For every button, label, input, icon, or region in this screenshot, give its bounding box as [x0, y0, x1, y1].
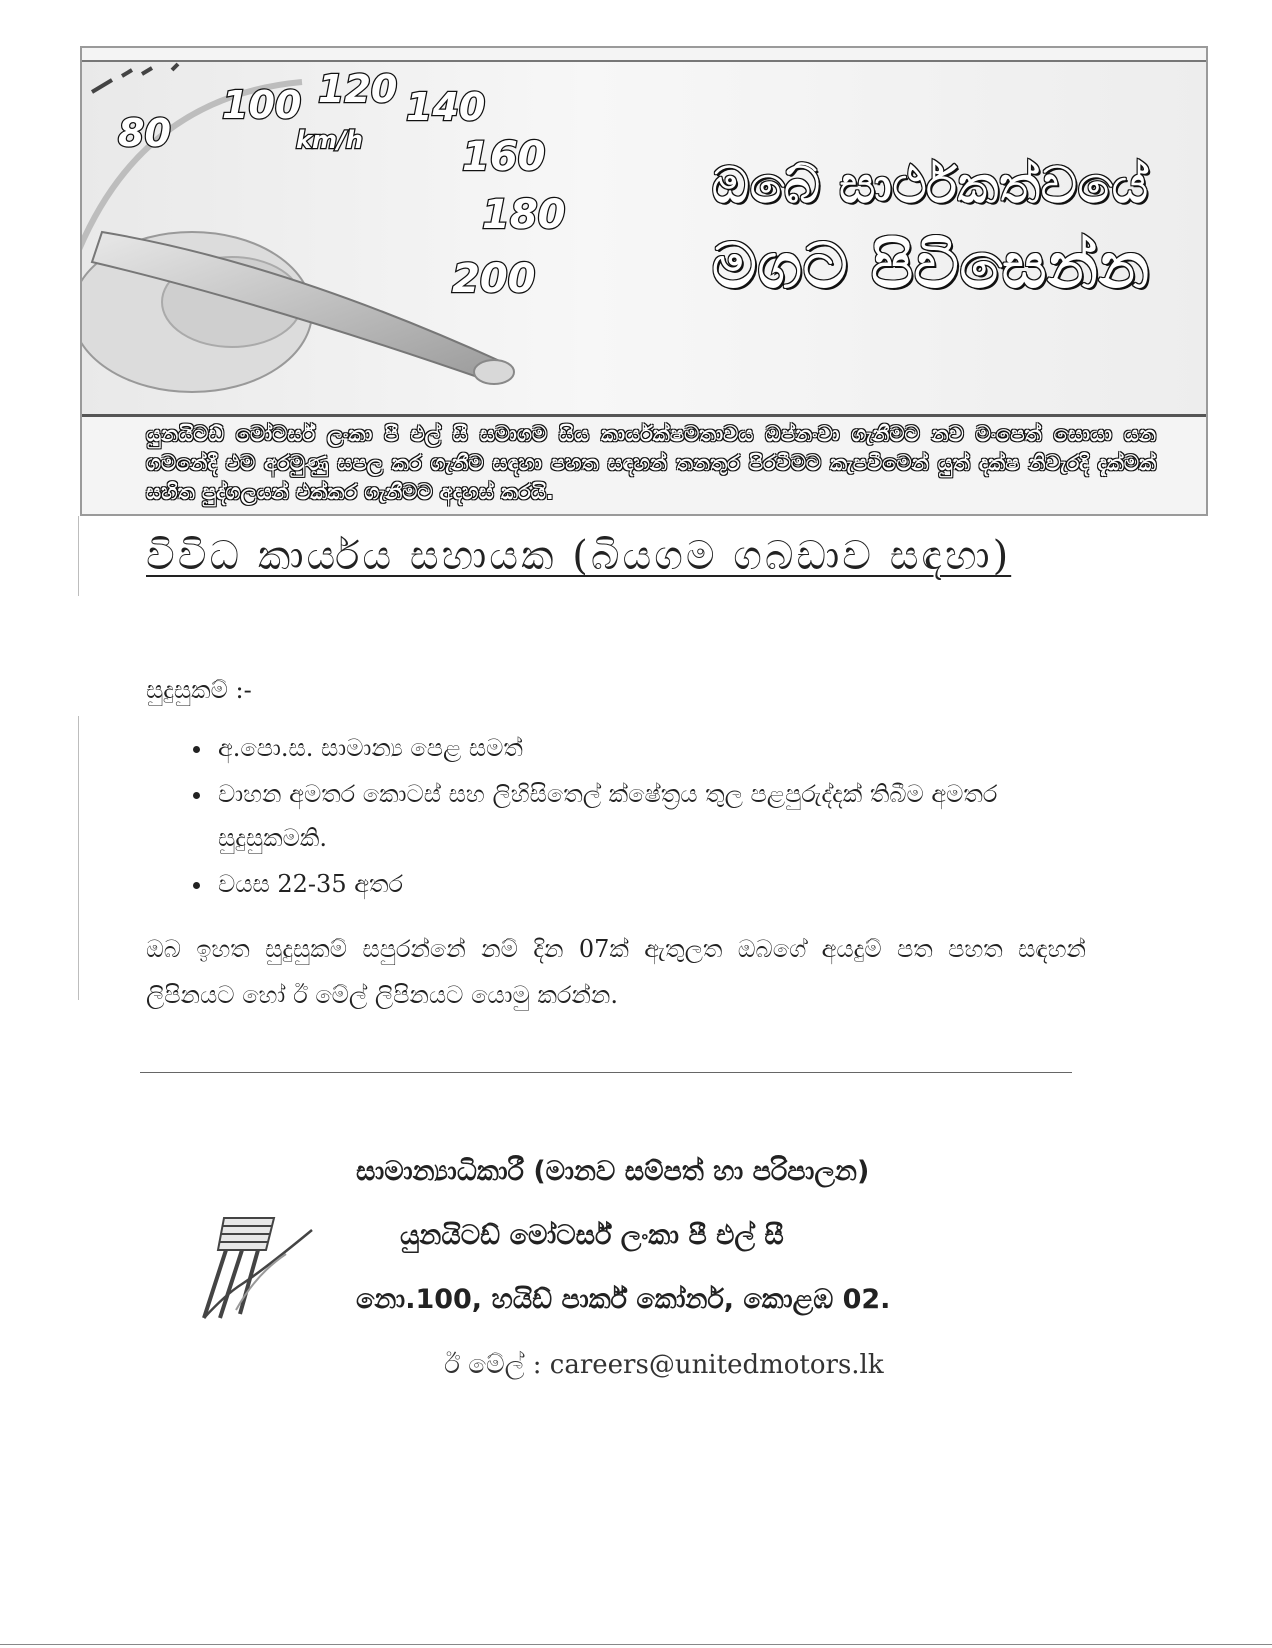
scale-180: 180	[482, 192, 566, 238]
qualifications-list	[146, 724, 1046, 908]
piston-logo-icon	[196, 1214, 316, 1326]
list-item: • වයස 22-35 අතර	[214, 862, 1046, 906]
scale-160: 160	[462, 134, 546, 180]
speedometer-icon	[82, 62, 722, 414]
headline-line-1: ඔබේ සාර්ථකත්වයේ	[712, 156, 1149, 214]
company-logo	[196, 1214, 316, 1326]
list-item: • වාහන අමතර කොටස් සහ ලිහිසිතෙල් ක්ෂේත්‍රය තුල පළපුරුද්දක් තිබීම අමතර සුදුසුකමකි.	[214, 772, 1046, 860]
scale-80: 80	[118, 111, 171, 155]
header-banner	[80, 46, 1208, 516]
scale-200: 200	[452, 256, 536, 302]
scale-140: 140	[406, 85, 486, 129]
scale-unit: km/h	[296, 126, 363, 154]
banner-intro-text: යුනයිටඩ් මෝටර්ස් ලංකා පී එල් සී සමාගම සිය කාර්යක්ෂමතාවය ඔප්නංවා ගැනීමට නව මංපෙත් සොයා යන ගමනේදී එම අරමුණු සපල කර ගැනීම සඳහා පහත සඳහන් තනතුර පිරවීමට කැපවීමෙන් යුත් දක්ෂ නිවැරදි දැක්මක් සහිත පුද්ගලයන් එක්කර ගැනීමට අදහස් කරයි.	[146, 422, 1156, 504]
list-item: • අ.පො.ස. සාමාන්‍ය පෙළ සමත්	[214, 726, 1046, 770]
banner-image-area	[82, 60, 1206, 417]
scale-100: 100	[222, 83, 302, 127]
banner-headline	[712, 154, 1202, 306]
margin-rule-upper	[78, 516, 79, 596]
margin-rule-lower	[78, 716, 79, 1000]
qualifications-label: සුදුසුකම් :-	[146, 676, 252, 704]
contact-position: සාමාන්‍යාධිකාරී (මානව සම්පත් හා පරිපාලන)	[356, 1156, 870, 1187]
headline-line-2: මගට පිවිසෙන්න	[712, 229, 1151, 302]
scale-120: 120	[318, 67, 398, 111]
speedometer-graphic	[82, 62, 722, 414]
job-title: විවිධ කාර්යය සහායක (බියගම ගබඩාව සඳහා)	[146, 533, 1012, 579]
page-bottom-rule	[0, 1644, 1272, 1645]
application-instructions: ඔබ ඉහත සුදුසුකම් සපුරන්නේ නම් දින 07ක් ඇතුලත ඔබගේ අයදුම් පත පහත සඳහන් ලිපිනයට හෝ ඊ මේල් ලිපිනයට යොමු කරන්න.	[146, 935, 1086, 1009]
contact-email[interactable]: ඊ මේල් : careers@unitedmotors.lk	[444, 1350, 884, 1380]
contact-company: යුනයිටඩ් මෝටර්ස් ලංකා පී එල් සී	[400, 1220, 784, 1251]
section-divider	[140, 1072, 1072, 1073]
contact-address: නො.100, හයිඩ් පාර්ක් කෝනර්, කොළඹ 02.	[356, 1284, 891, 1315]
